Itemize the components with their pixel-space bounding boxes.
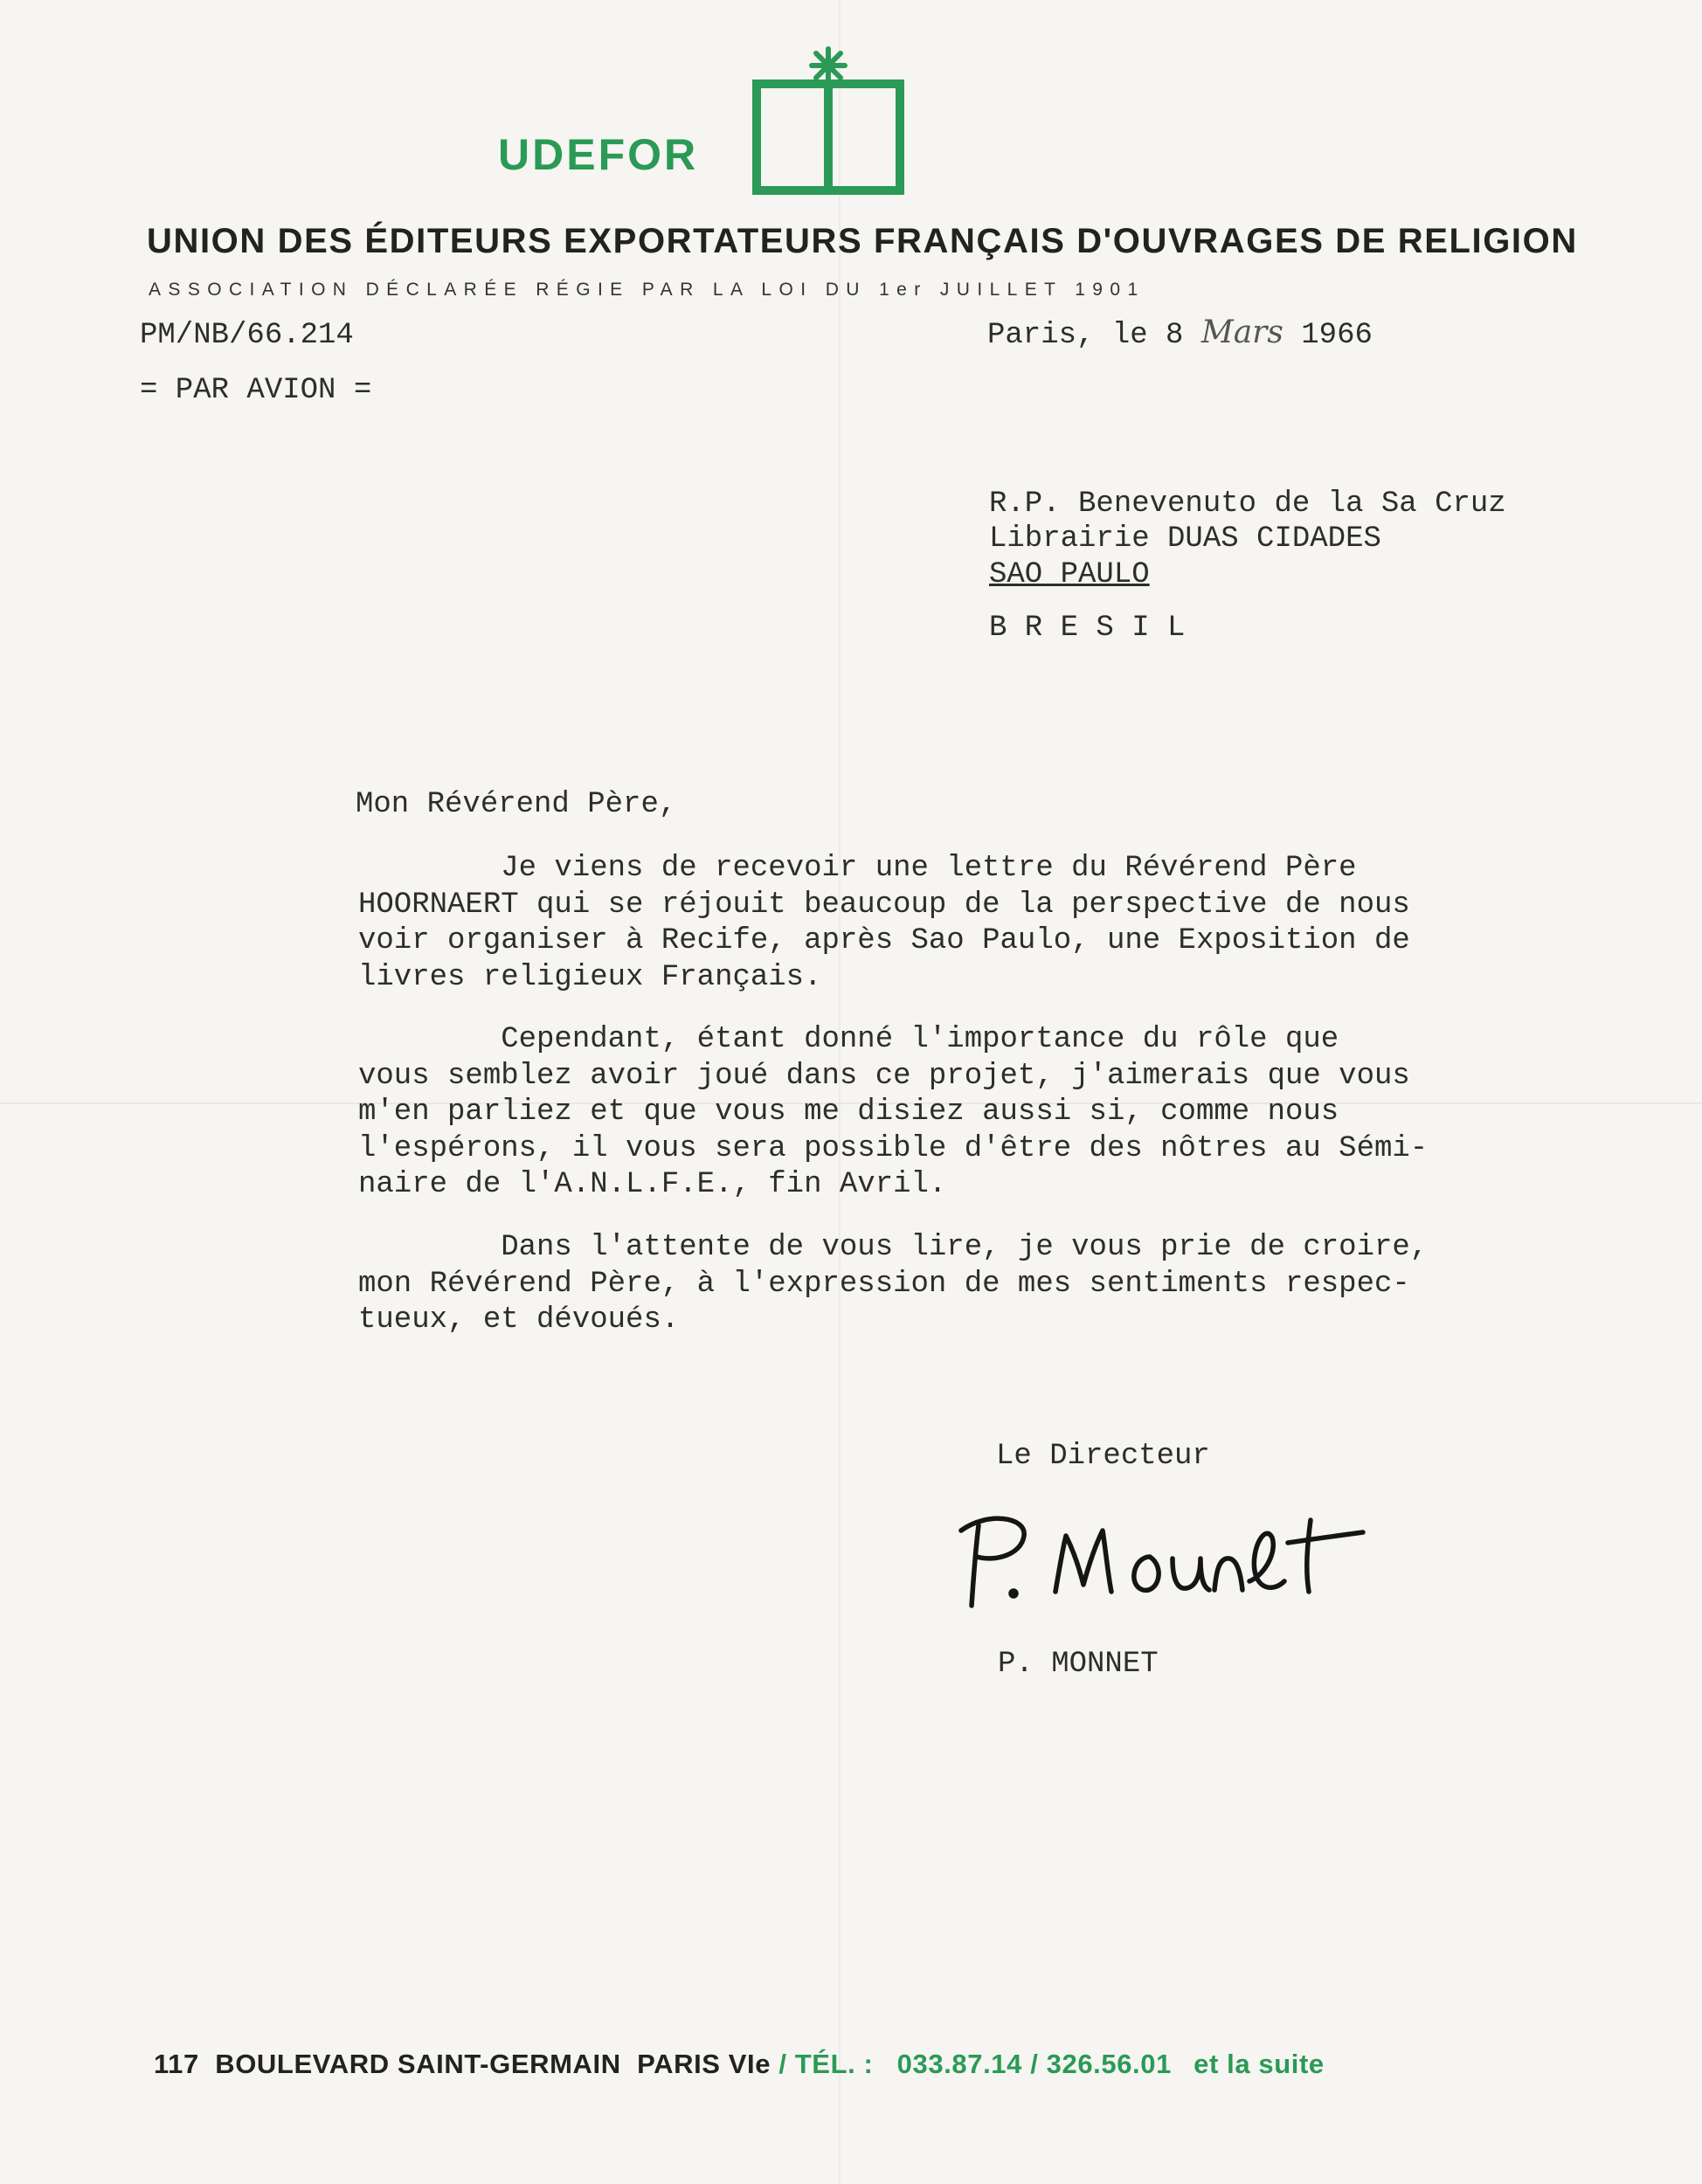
recipient-line-1: R.P. Benevenuto de la Sa Cruz	[989, 487, 1506, 521]
paragraph-line: Je viens de recevoir une lettre du Révérend Père	[358, 852, 1357, 885]
footer-separator: /	[1030, 2049, 1039, 2079]
paragraph-line: naire de l'A.N.L.F.E., fin Avril.	[358, 1168, 947, 1201]
paragraph-line: vous semblez avoir joué dans ce projet, j'aimerais que vous	[358, 1059, 1410, 1093]
salutation: Mon Révérend Père,	[356, 788, 677, 821]
letter-date	[987, 314, 1373, 352]
signatory-name: P. MONNET	[998, 1648, 1159, 1681]
date-prefix: Paris, le 8	[987, 319, 1184, 352]
recipient-line-2: Librairie DUAS CIDADES	[989, 522, 1381, 556]
recipient-city: SAO PAULO	[989, 558, 1150, 591]
paragraph-2	[358, 1022, 1428, 1204]
paragraph-line: l'espérons, il vous sera possible d'être des nôtres au Sémi-	[358, 1131, 1429, 1165]
footer-suffix: et la suite	[1193, 2049, 1325, 2079]
paragraph-line: m'en parliez et que vous me disiez aussi si, comme nous	[358, 1095, 1339, 1129]
paragraph-line: HOORNAERT qui se réjouit beaucoup de la perspective de nous	[358, 888, 1410, 922]
paragraph-3	[358, 1230, 1428, 1339]
logo-text: UDEFOR	[498, 130, 699, 179]
footer-address: 117 BOULEVARD SAINT-GERMAIN PARIS VIe	[154, 2049, 771, 2079]
footer-phone-2: 326.56.01	[1046, 2049, 1172, 2079]
paragraph-line: voir organiser à Recife, après Sao Paulo, une Exposition de	[358, 924, 1410, 957]
paragraph-line: Cependant, étant donné l'importance du rôle que	[358, 1023, 1339, 1056]
organization-name: UNION DES ÉDITEURS EXPORTATEURS FRANÇAIS D'OUVRAGES DE RELIGION	[147, 222, 1578, 260]
footer-phone-1: 033.87.14	[896, 2049, 1022, 2079]
paragraph-line: tueux, et dévoués.	[358, 1303, 680, 1337]
paragraph-line: livres religieux Français.	[358, 960, 822, 994]
handwritten-signature	[952, 1501, 1389, 1614]
paragraph-line: Dans l'attente de vous lire, je vous prie de croire,	[358, 1231, 1429, 1264]
footer-phone-label: / TÉL. :	[778, 2049, 874, 2079]
delivery-note: = PAR AVION =	[140, 374, 372, 407]
date-month-handwritten: Mars	[1200, 314, 1283, 350]
recipient-country: B R E S I L	[989, 612, 1186, 645]
organization-subtitle: ASSOCIATION DÉCLARÉE RÉGIE PAR LA LOI DU 1er JUILLET 1901	[149, 280, 1145, 300]
paragraph-1	[358, 851, 1410, 996]
gift-box-logo-icon	[744, 45, 912, 199]
closing-title: Le Directeur	[996, 1440, 1210, 1473]
footer-address-bar	[154, 2049, 1325, 2080]
reference-number: PM/NB/66.214	[140, 319, 354, 352]
date-year: 1966	[1301, 319, 1373, 352]
paragraph-line: mon Révérend Père, à l'expression de mes sentiments respec-	[358, 1267, 1410, 1301]
